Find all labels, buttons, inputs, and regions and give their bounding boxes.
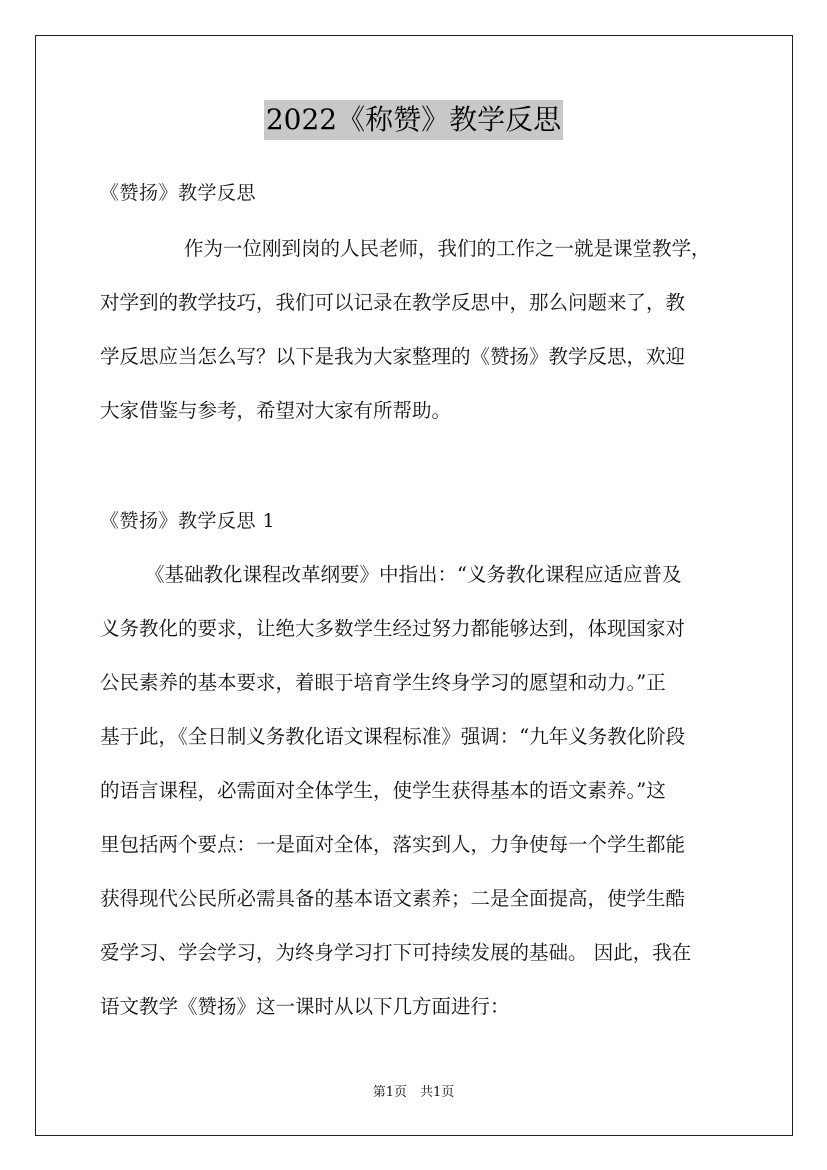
section-paragraph-line: 语文教学《赞扬》这一课时从以下几方面进行： xyxy=(100,995,510,1018)
section-heading: 《赞扬》教学反思 1 xyxy=(100,510,276,532)
intro-paragraph-line: 大家借鉴与参考，希望对大家有所帮助。 xyxy=(100,399,452,422)
document-title: 2022《称赞》教学反思 xyxy=(264,100,563,140)
section-paragraph-line: 爱学习、学会学习，为终身学习打下可持续发展的基础。 因此，我在 xyxy=(100,941,692,964)
title-container xyxy=(0,100,827,140)
section-paragraph-line: 公民素养的基本要求，着眼于培育学生终身学习的愿望和动力。”正 xyxy=(100,671,666,694)
section-paragraph-line: 获得现代公民所必需具备的基本语文素养；二是全面提高，使学生酷 xyxy=(100,887,686,910)
section-paragraph-line: 里包括两个要点：一是面对全体，落实到人，力争使每一个学生都能 xyxy=(100,833,686,856)
section-paragraph-line: 义务教化的要求，让绝大多数学生经过努力都能够达到，体现国家对 xyxy=(100,617,686,640)
page-number: 第1页 共1页 xyxy=(372,1085,455,1100)
intro-paragraph-line: 学反思应当怎么写？以下是我为大家整理的《赞扬》教学反思，欢迎 xyxy=(100,345,686,368)
intro-paragraph-line: 作为一位刚到岗的人民老师，我们的工作之一就是课堂教学， xyxy=(184,237,711,260)
intro-paragraph-line: 对学到的教学技巧，我们可以记录在教学反思中，那么问题来了，教 xyxy=(100,291,686,314)
section-paragraph-line: 基于此，《全日制义务教化语文课程标准》强调：“九年义务教化阶段 xyxy=(100,725,686,748)
intro-heading: 《赞扬》教学反思 xyxy=(100,182,257,204)
section-paragraph-line: 《基础教化课程改革纲要》中指出：“义务教化课程应适应普及 xyxy=(145,563,682,586)
section-paragraph-line: 的语言课程，必需面对全体学生，使学生获得基本的语文素养。”这 xyxy=(100,779,666,802)
